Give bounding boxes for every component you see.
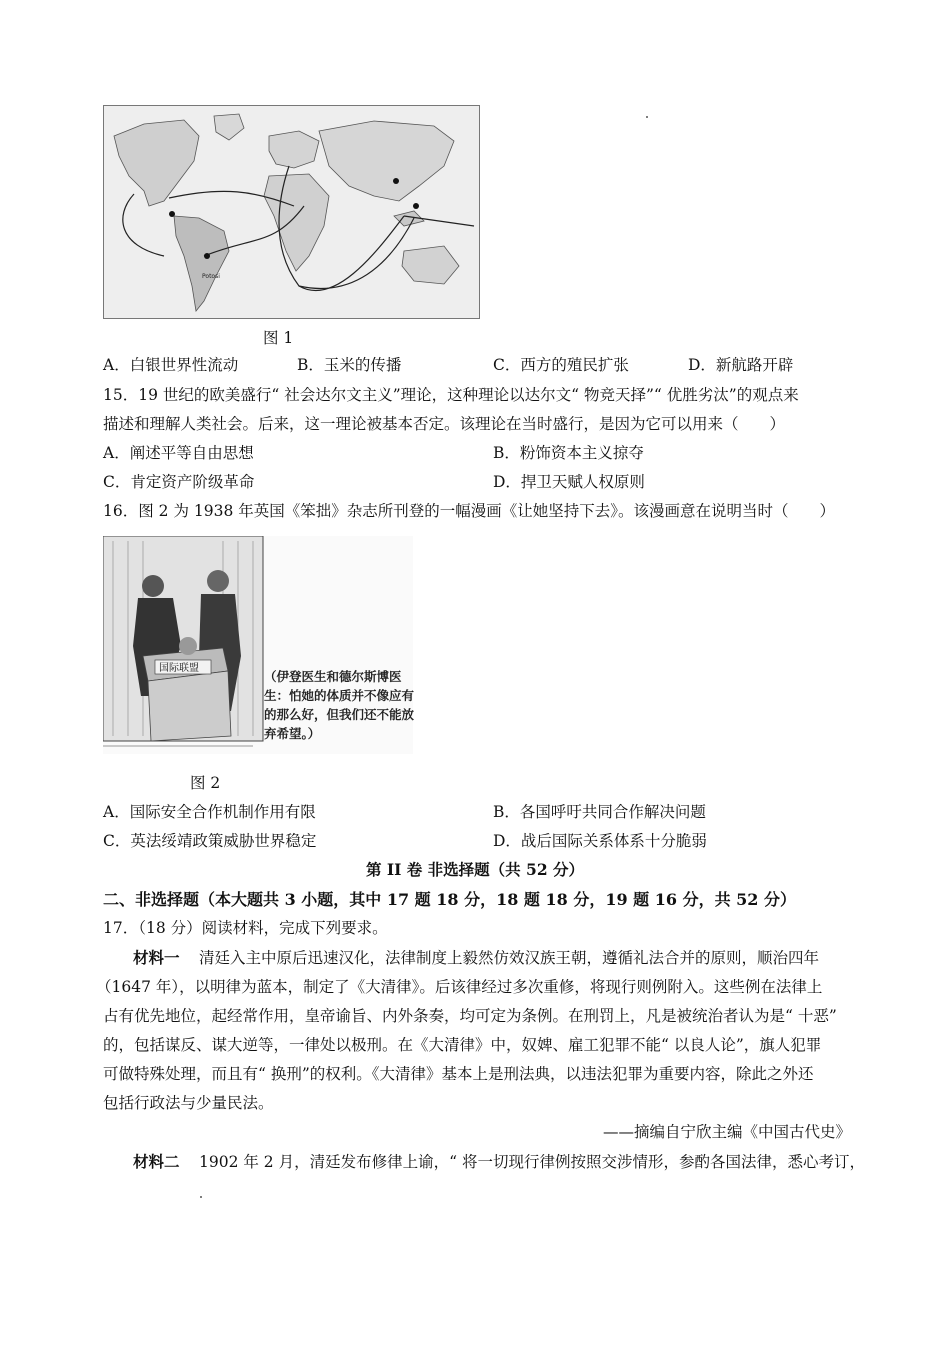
q14-option-a: A．白银世界性流动 (103, 356, 239, 374)
q16-option-a: A．国际安全合作机制作用有限 (103, 803, 316, 821)
material-1-line4: 的，包括谋反、谋大逆等，一律处以极刑。在《大清律》中，奴婢、雇工犯罪不能“ 以良人论”，旗人犯罪 (103, 1036, 822, 1054)
q16-option-d: D．战后国际关系体系十分脆弱 (493, 832, 707, 850)
q15-stem-line1: 15．19 世纪的欧美盛行“ 社会达尔文主义”理论，这种理论以达尔文“ 物竞天择”“ 优胜劣汰”的观点来 (103, 386, 799, 404)
material-2-label: 材料二 (133, 1152, 180, 1171)
map-label-potosi: Potosi (202, 273, 220, 280)
q16-option-b: B．各国呼吁共同合作解决问题 (493, 803, 706, 821)
q15-stem-line2: 描述和理解人类社会。后来，这一理论被基本否定。该理论在当时盛行，是因为它可以用来（ ） (103, 415, 786, 433)
section-2-heading: 二、非选择题（本大题共 3 小题，其中 17 题 18 分，18 题 18 分，19 题 16 分，共 52 分） (103, 890, 796, 909)
q14-option-d: D．新航路开辟 (688, 356, 794, 374)
q15-option-c: C．肯定资产阶级革命 (103, 473, 255, 491)
material-1-label: 材料一 (133, 948, 180, 967)
section-2-title: 第 II 卷 非选择题（共 52 分） (365, 860, 585, 879)
q15-option-b: B．粉饰资本主义掠夺 (493, 444, 644, 462)
material-1-line3: 占有优先地位，起经常作用，皇帝谕旨、内外条奏，均可定为条例。在刑罚上，凡是被统治者认为是“ 十恶” (103, 1007, 837, 1025)
world-map-graphic (104, 106, 479, 318)
material-1-source: ——摘编自宁欣主编《中国古代史》 (603, 1123, 852, 1141)
material-1-line6: 包括行政法与少量民法。 (103, 1094, 274, 1112)
cartoon-banner: 国际联盟 (159, 663, 199, 674)
figure-2-caption: 图 2 (190, 774, 221, 792)
q16-stem: 16．图 2 为 1938 年英国《笨拙》杂志所刊登的一幅漫画《让她坚持下去》。该漫画意在说明当时（ ） (103, 502, 835, 520)
q14-option-c: C．西方的殖民扩张 (493, 356, 629, 374)
cartoon-speech-caption: （伊登医生和德尔斯博医生：怕她的体质并不像应有的那么好，但我们还不能放弃希望。） (264, 669, 415, 741)
material-1-line1: 清廷入主中原后迅速汉化，法律制度上毅然仿效汉族王朝，遵循礼法合并的原则，顺治四年 (199, 949, 820, 967)
material-1-line5: 可做特殊处理，而且有“ 换刑”的权利。《大清律》基本上是刑法典，以违法犯罪为重要内容，除此之外还 (103, 1065, 814, 1083)
stray-dot (646, 116, 648, 118)
figure-1-caption: 图 1 (263, 329, 294, 347)
q14-option-b: B．玉米的传播 (297, 356, 402, 374)
material-1-line2: （1647 年），以明律为蓝本，制定了《大清律》。后该律经过多次重修，将现行则例附入。这些例在法律上 (96, 978, 823, 996)
q17-stem: 17．（18 分）阅读材料，完成下列要求。 (103, 919, 388, 937)
figure-1-world-map (103, 105, 480, 319)
q16-option-c: C．英法绥靖政策威胁世界稳定 (103, 832, 317, 850)
stray-dot (200, 1196, 202, 1198)
q15-option-a: A．阐述平等自由思想 (103, 444, 254, 462)
q15-option-d: D．捍卫天赋人权原则 (493, 473, 645, 491)
material-2-line1: 1902 年 2 月，清廷发布修律上谕，“ 将一切现行律例按照交涉情形，参酌各国法律，悉心考订， (199, 1153, 865, 1171)
